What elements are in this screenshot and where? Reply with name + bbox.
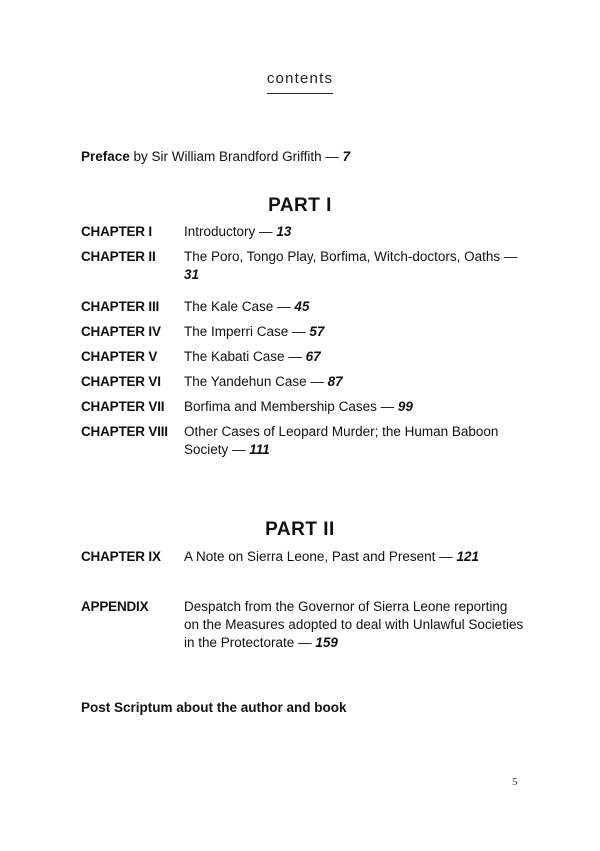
part-1-heading: PART I xyxy=(268,195,332,216)
part-2-heading: PART II xyxy=(265,519,335,540)
page-dash: — xyxy=(503,249,518,264)
preface-text: by Sir William Brandford Griffith xyxy=(129,149,326,164)
postscript-entry: Post Scriptum about the author and book xyxy=(81,700,347,715)
chapter-title: The Imperri Case xyxy=(184,324,293,339)
page-dash: — xyxy=(259,224,277,239)
page-dash: — xyxy=(439,549,457,564)
chapter-label: CHAPTER VI xyxy=(81,374,161,389)
chapter-title: The Kale Case xyxy=(184,299,278,314)
page-dash: — xyxy=(310,374,328,389)
preface-page: 7 xyxy=(342,149,351,164)
page-dash: — xyxy=(298,635,316,650)
chapter-title: Introductory xyxy=(184,224,260,239)
chapter-page: 99 xyxy=(397,399,413,414)
preface-dash: — xyxy=(325,149,343,164)
chapter-label: CHAPTER V xyxy=(81,349,158,364)
chapter-label: CHAPTER VIII xyxy=(81,424,168,439)
page-dash: — xyxy=(380,399,398,414)
appendix-page: 159 xyxy=(315,635,338,650)
chapter-label: CHAPTER II xyxy=(81,249,156,264)
chapter-page: 57 xyxy=(309,324,325,339)
chapter-label: CHAPTER III xyxy=(81,299,160,314)
chapter-title: Borfima and Membership Cases xyxy=(184,399,381,414)
chapter-label: CHAPTER IV xyxy=(81,324,161,339)
appendix-label: APPENDIX xyxy=(81,599,149,614)
page-dash: — xyxy=(288,349,306,364)
page-dash: — xyxy=(292,324,310,339)
chapter-title: The Kabati Case xyxy=(184,349,289,364)
page-dash: — xyxy=(277,299,295,314)
contents-heading: contents xyxy=(266,70,334,87)
page-dash: — xyxy=(232,442,250,457)
heading-underline xyxy=(267,93,333,94)
preface-entry xyxy=(81,149,350,164)
chapter-label: CHAPTER VII xyxy=(81,399,165,414)
chapter-page: 87 xyxy=(327,374,343,389)
chapter-page: 67 xyxy=(305,349,321,364)
chapter-page: 111 xyxy=(249,442,270,457)
chapter-title: The Poro, Tongo Play, Borfima, Witch-doctors, Oaths xyxy=(184,249,504,264)
chapter-title: A Note on Sierra Leone, Past and Present xyxy=(184,549,440,564)
page-number: 5 xyxy=(512,776,518,788)
appendix-title: Despatch from the Governor of Sierra Leone reporting on the Measures adopted to deal with Unlawful Societies in the Protectorate xyxy=(184,599,524,650)
chapter-title: Other Cases of Leopard Murder; the Human Baboon Society xyxy=(184,424,499,457)
chapter-page: 13 xyxy=(276,224,292,239)
chapter-page: 45 xyxy=(294,299,310,314)
chapter-page: 31 xyxy=(184,267,200,282)
preface-label: Preface xyxy=(81,149,130,164)
chapter-label: CHAPTER IX xyxy=(81,549,161,564)
chapter-title: The Yandehun Case xyxy=(184,374,311,389)
chapter-label: CHAPTER I xyxy=(81,224,152,239)
chapter-page: 121 xyxy=(456,549,479,564)
